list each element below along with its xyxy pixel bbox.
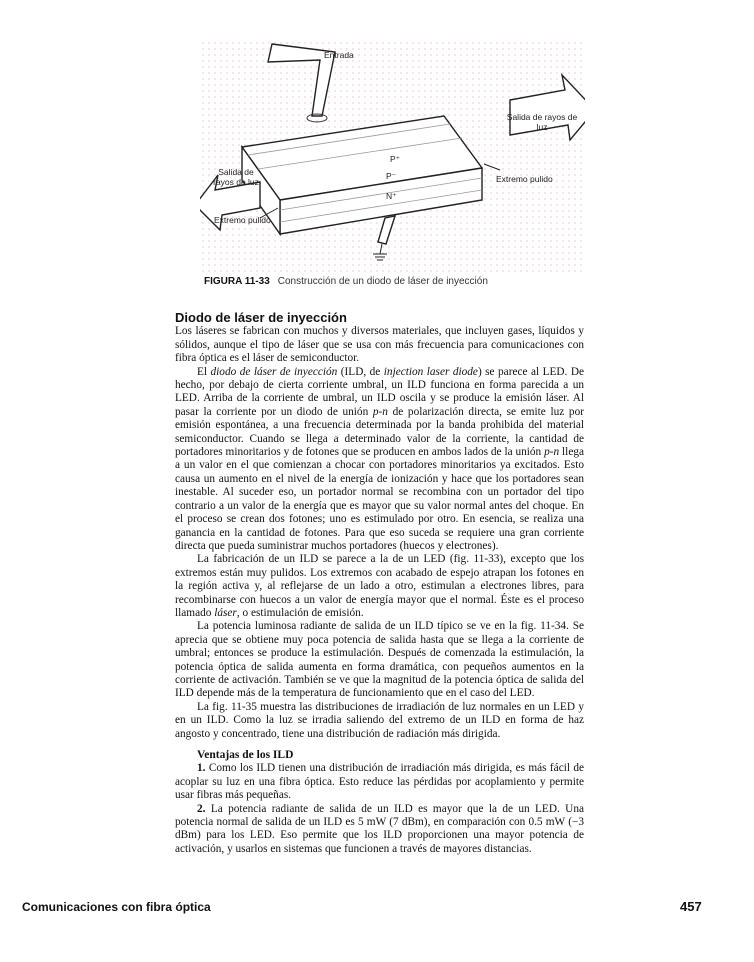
label-polished-left: Extremo pulido	[214, 215, 271, 225]
text-run: Los láseres se fabrican con muchos y diversos materiales, que incluyen gases, líquidos y sólidos, aunque el tipo de láser que se usa con más frecuencia para comunicaciones con fibra óptica es el láser de semiconductor.	[175, 325, 584, 365]
italic-term: p-n	[544, 446, 560, 459]
text-run: La fabricación de un ILD se parece a la de un LED (fig. 11-33), excepto que los extremos están muy pulidos. Los extremos con acabado de espejo atrapan los fotones en la región activa y, al reflejarse de un lado a otro, estimulan a electrones libres, para recombinarse con huecos a un valor de energía mayor que el normal. Éste es el proceso llamado	[175, 553, 584, 619]
text-run: (ILD, de	[337, 365, 384, 378]
body-text	[175, 311, 584, 856]
page-number: 457	[680, 899, 702, 914]
caption-number: FIGURA 11-33	[204, 276, 270, 287]
label-light-out-left: Salida de rayos de luz	[213, 167, 259, 187]
label-layer-n: N⁺	[386, 191, 397, 201]
caption-text: Construcción de un diodo de láser de inyección	[277, 276, 488, 287]
paragraph	[175, 553, 584, 620]
figure-caption	[204, 276, 488, 287]
paragraph	[175, 701, 584, 741]
ground-lead	[378, 216, 395, 244]
text-run: ) se parece al LED. De hecho, por debajo de cierta corriente umbral, un ILD funciona en forma parecida a un LED. Arriba de la corriente de umbral, un ILD oscila y se produce la emisión láser. Al pasar la corriente por un diodo de unión	[175, 365, 585, 418]
text-run: La fig. 11-35 muestra las distribuciones de irradiación de luz normales en un LED y en un ILD. Como la luz se irradia saliendo del extremo de un ILD en forma de haz angosto y concentrado, tiene una distribución de radiación más dirigida.	[175, 700, 584, 740]
paragraphs	[175, 325, 584, 741]
figure-11-33	[200, 40, 585, 272]
advantage-number: 1.	[197, 762, 206, 775]
label-layer-p-minus: P⁻	[386, 171, 397, 181]
subsection-title: Ventajas de los ILD	[197, 749, 294, 761]
text-run: La potencia luminosa radiante de salida de un ILD típico se ve en la fig. 11-34. Se aprecia que se obtiene muy poca potencia de salida hasta que se llega a la corriente de umbral; entonces se produce la estimulación. Después de comenzada la estimulación, la potencia óptica de salida aumenta en forma dramática, con pequeños aumentos en la corriente de activación. También se ve que la magnitud de la potencia óptica de salida del ILD depende más de la temperatura de funcionamiento que en el caso del LED.	[175, 620, 584, 700]
paragraph	[175, 325, 584, 365]
section-title: Diodo de láser de inyección	[175, 310, 347, 325]
label-light-out-right: Salida de rayos de luz	[506, 112, 578, 132]
paragraph	[175, 620, 584, 700]
italic-term: injection laser diode	[383, 365, 478, 378]
label-layer-p-plus: P⁺	[390, 154, 401, 164]
label-input: Entrada	[324, 50, 354, 60]
label-polished-right: Extremo pulido	[496, 174, 553, 184]
italic-term: p-n	[372, 405, 388, 418]
italic-term: láser	[214, 606, 237, 619]
advantage-item	[175, 762, 584, 802]
text-run: llega a un valor en el que comienzan a chocar con portadores minoritarios ya excitados. Esto causa un aumento en el nivel de la energía de ionización y hace que los portadores sean inestable. Al suceder eso, un portador normal se recombina con un portador del tipo contrario a un valor de la energía que es mayor que su valor normal antes del choque. En el proceso se crean dos fotones; uno es estimulado por otro. En esencia, se realiza una ganancia en la cantidad de fotones. Para que eso suceda se requiere una gran corriente directa que pueda suministrar muchos portadores (huecos y electrones).	[175, 446, 584, 552]
advantage-item	[175, 803, 584, 857]
advantage-text: La potencia radiante de salida de un ILD es mayor que la de un LED. Una potencia normal de salida de un ILD es 5 mW (7 dBm), en comparación con 0.5 mW (−3 dBm) para los LED. Eso permite que los ILD proporcionen una mayor potencia de activación, y usarlos en sistemas que funcionen a través de mayores distancias.	[175, 802, 585, 855]
text-run: El	[197, 365, 211, 378]
text-run: de polarización directa, se emite luz por emisión espontánea, a una frecuencia determinada por la banda prohibida del material semiconductor. Cuando se llega a determinado valor de la corriente, la cantidad de portadores minoritarios y de fotones que se producen en ambos lados de la unión	[175, 405, 584, 459]
advantage-number: 2.	[197, 802, 206, 815]
text-run: , o estimulación de emisión.	[236, 606, 364, 619]
footer-chapter: Comunicaciones con fibra óptica	[22, 900, 211, 914]
paragraph	[175, 366, 584, 554]
advantage-text: Como los ILD tienen una distribución de irradiación más dirigida, es más fácil de acoplar su luz en una fibra óptica. Esto reduce las pérdidas por acoplamiento y permite usar fibras más pequeñas.	[175, 762, 584, 802]
italic-term: diodo de láser de inyección	[210, 365, 338, 378]
